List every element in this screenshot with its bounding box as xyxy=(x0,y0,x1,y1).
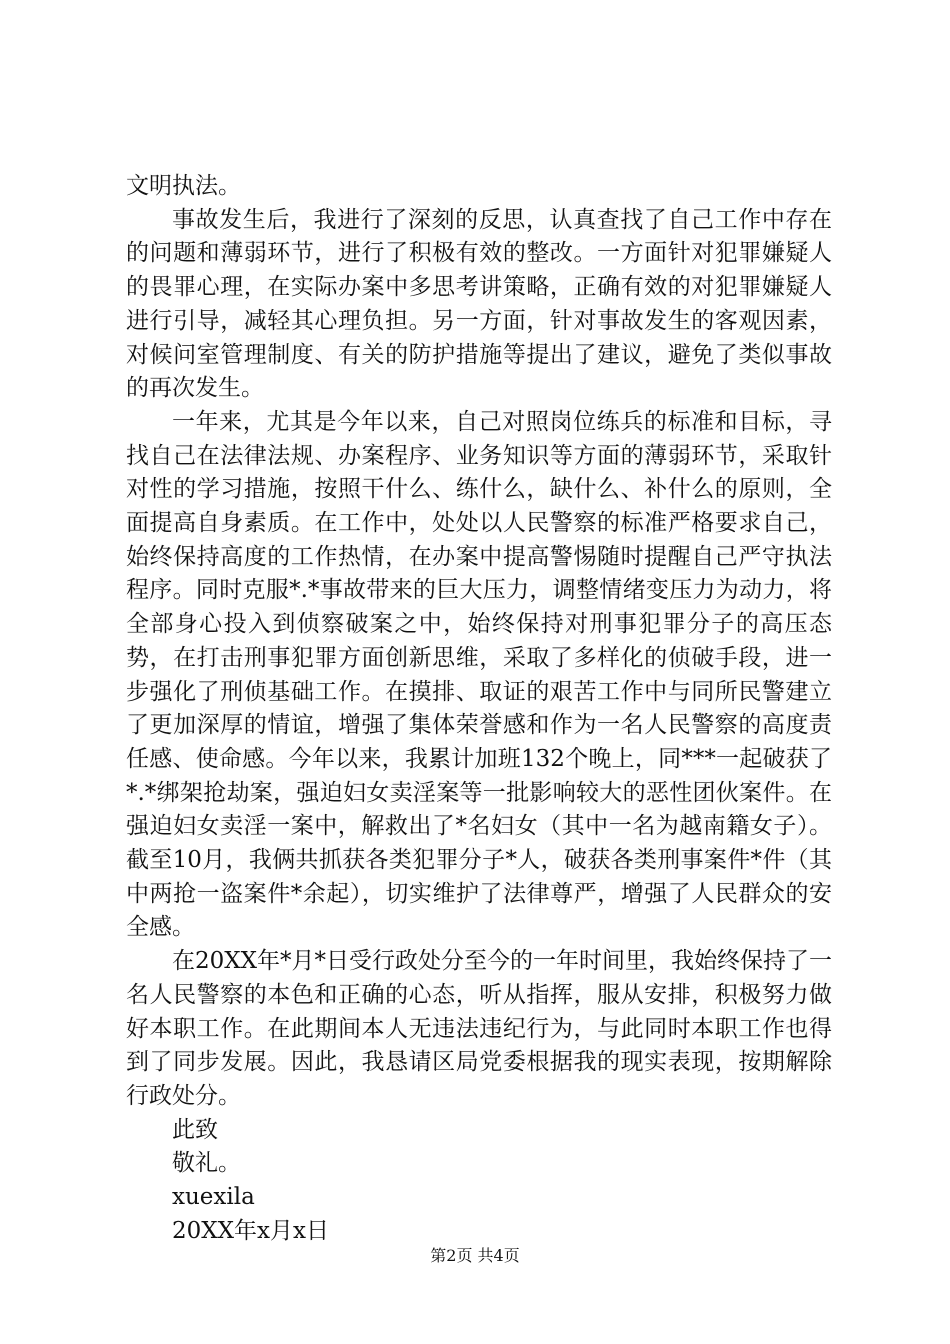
paragraph-continuation: 文明执法。 xyxy=(126,173,241,199)
paragraph-request: 在20XX年*月*日受行政处分至今的一年时间里，我始终保持了一名人民警察的本色和正确的心态，听从指挥，服从安排，积极努力做好本职工作。在此期间本人无违法违纪行为，与此同时本职工作也得到了同步发展。因此，我恳请区局党委根据我的现实表现，按期解除行政处分。 xyxy=(126,948,833,1109)
page-number: 第2页 共4页 xyxy=(430,1246,520,1265)
closing-regards: 敬礼。 xyxy=(172,1150,241,1177)
closing-salutation: 此致 xyxy=(172,1116,218,1143)
date-line: 20XX年x月x日 xyxy=(172,1217,329,1244)
document-body xyxy=(126,170,832,1249)
paragraph-reflection: 事故发生后，我进行了深刻的反思，认真查找了自己工作中存在的问题和薄弱环节，进行了积极有效的整改。一方面针对犯罪嫌疑人的畏罪心理，在实际办案中多思考讲策略，正确有效的对犯罪嫌疑人进行引导，减轻其心理负担。另一方面，针对事故发生的客观因素，对候问室管理制度、有关的防护措施等提出了建议，避免了类似事故的再次发生。 xyxy=(126,206,832,402)
paragraph-year-review: 一年来，尤其是今年以来，自己对照岗位练兵的标准和目标，寻找自己在法律法规、办案程序、业务知识等方面的薄弱环节，采取针对性的学习措施，按照干什么、练什么，缺什么、补什么的原则，全面提高自身素质。在工作中，处处以人民警察的标准严格要求自己，始终保持高度的工作热情，在办案中提高警惕随时提醒自己严守执法程序。同时克服*.*事故带来的巨大压力，调整情绪变压力为动力，将全部身心投入到侦察破案之中，始终保持对刑事犯罪分子的高压态势，在打击刑事犯罪方面创新思维，采取了多样化的侦破手段，进一步强化了刑侦基础工作。在摸排、取证的艰苦工作中与同所民警建立了更加深厚的情谊，增强了集体荣誉感和作为一名人民警察的高度责任感、使命感。今年以来，我累计加班132个晚上，同***一起破获了*.*绑架抢劫案，强迫妇女卖淫案等一批影响较大的恶性团伙案件。在强迫妇女卖淫一案中，解救出了*名妇女（其中一名为越南籍女子）。截至10月，我俩共抓获各类犯罪分子*人，破获各类刑事案件*件（其中两抢一盗案件*余起），切实维护了法律尊严，增强了人民群众的安全感。 xyxy=(126,408,832,941)
signature: xuexila xyxy=(172,1184,255,1211)
